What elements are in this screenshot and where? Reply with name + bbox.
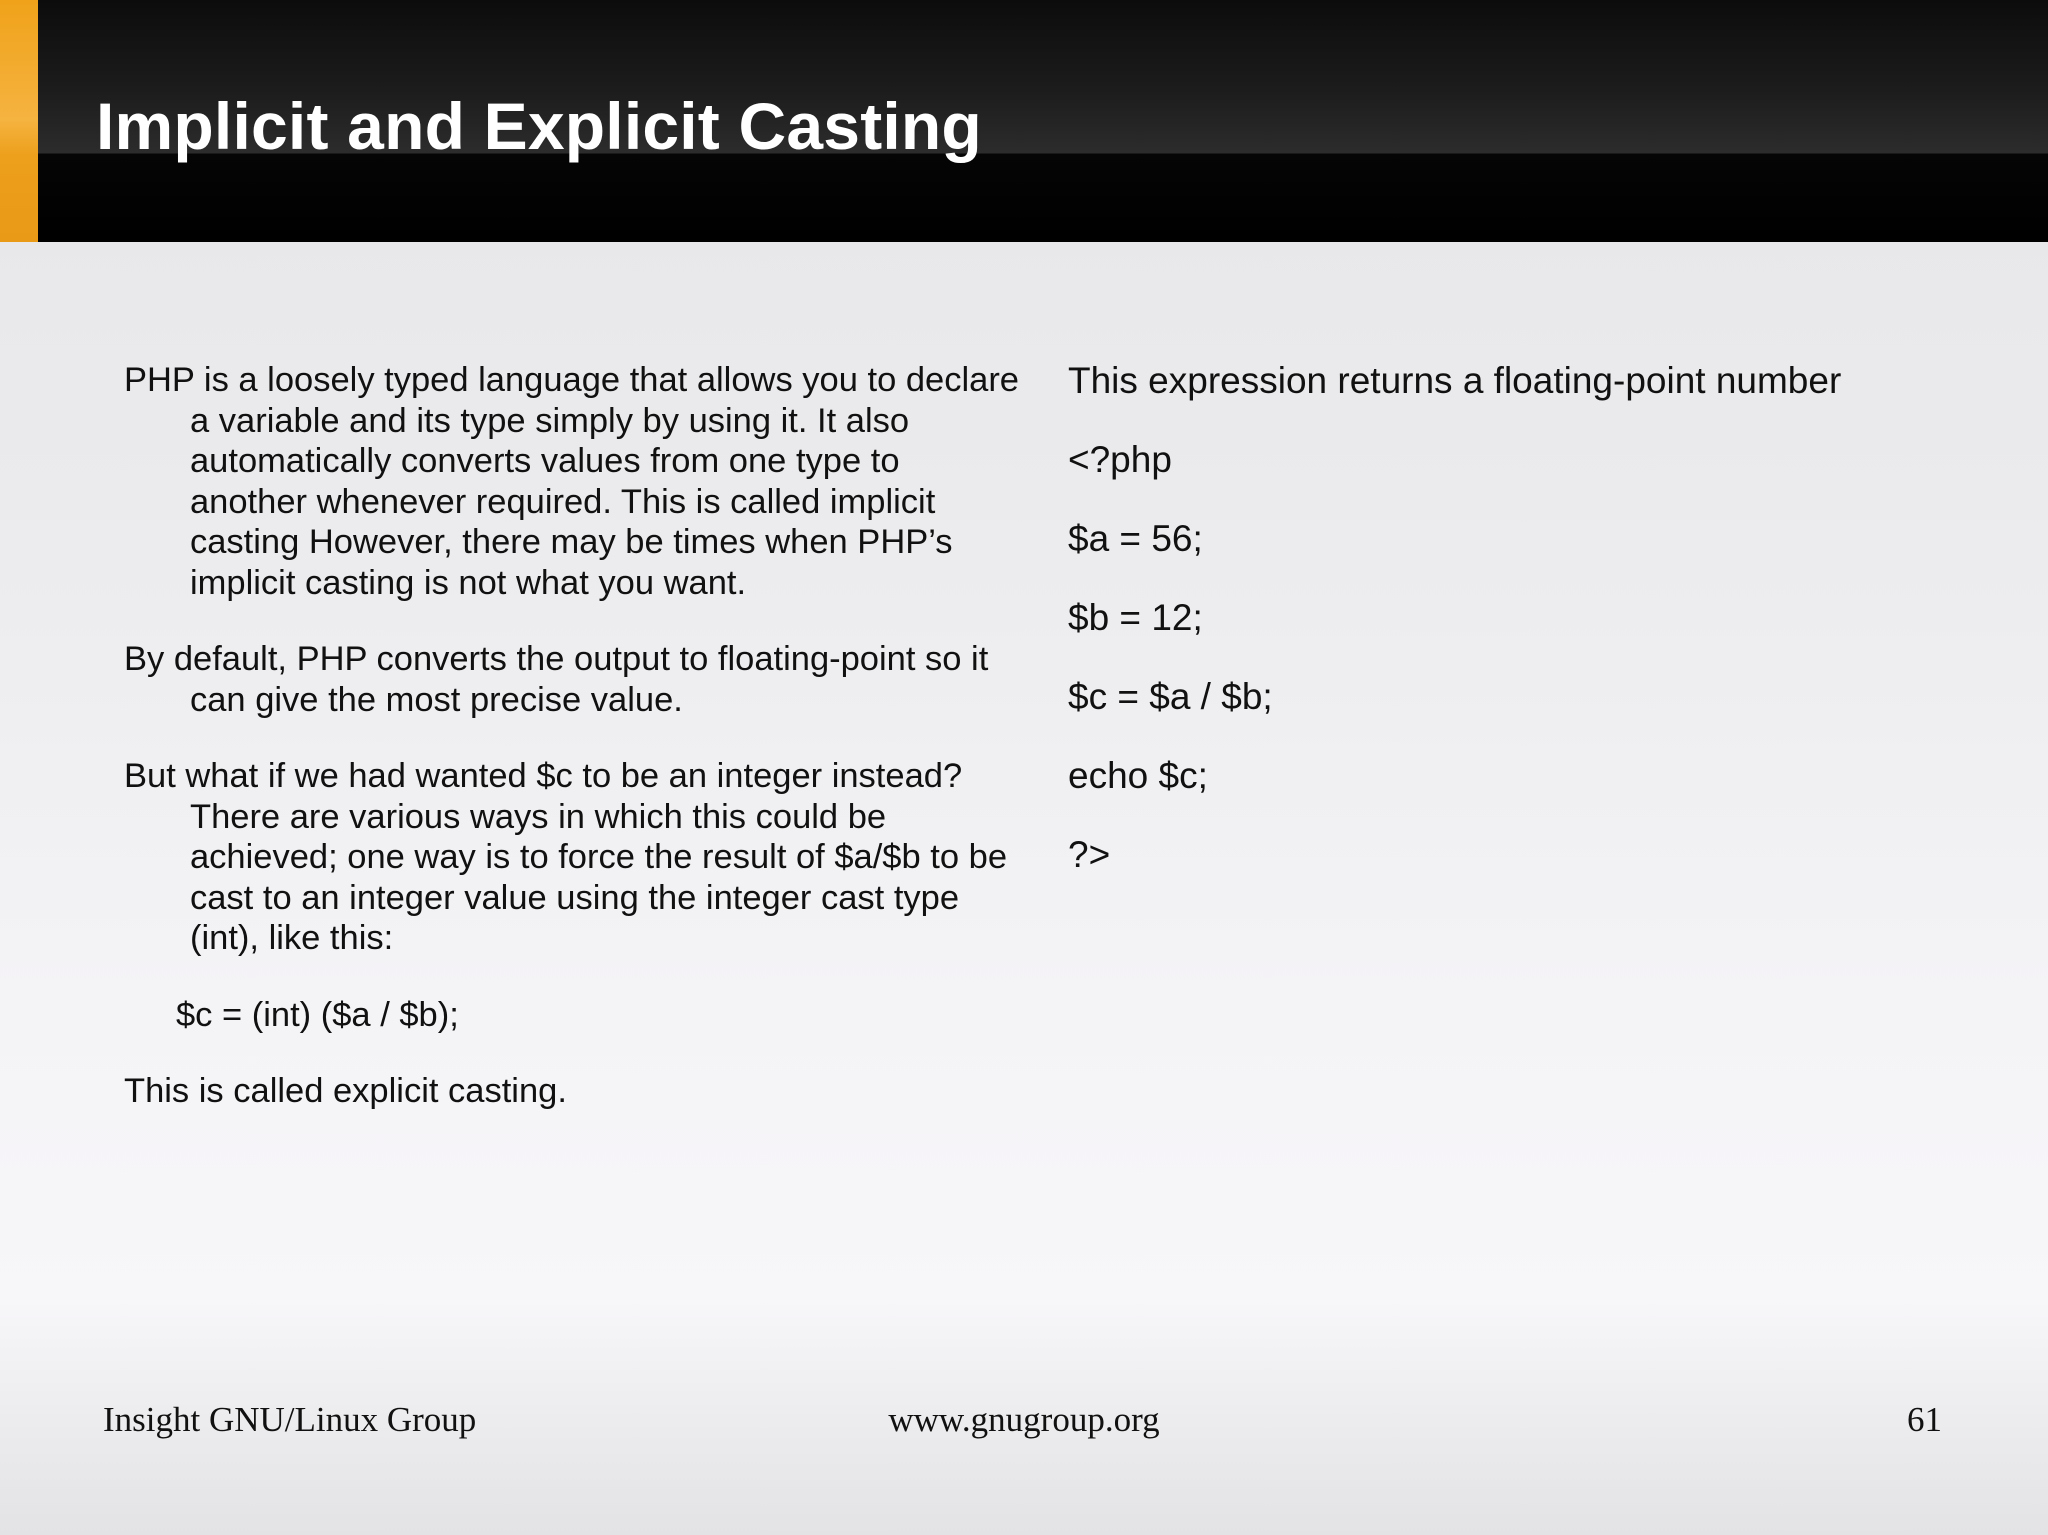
right-column (1068, 360, 2008, 913)
left-column (124, 360, 1024, 1148)
footer-website: www.gnugroup.org (888, 1400, 1160, 1439)
code-line-close-tag: ?> (1068, 834, 1111, 875)
slide-title: Implicit and Explicit Casting (96, 89, 982, 163)
paragraph-integer-question: But what if we had wanted $c to be an integer instead? There are various ways in which this could be achieved; one way is to force the result of $a/$b to be cast to an integer value using the integer cast type (int), like this: (124, 757, 1007, 957)
slide-footer (0, 1400, 2048, 1448)
code-int-cast: $c = (int) ($a / $b); (176, 995, 459, 1034)
page-number: 61 (1907, 1400, 1942, 1439)
footer-organization: Insight GNU/Linux Group (103, 1400, 477, 1439)
code-line-a: $a = 56; (1068, 518, 1203, 559)
code-intro-line: This expression returns a floating-point number (1068, 360, 1842, 401)
code-line-open-tag: <?php (1068, 439, 1172, 480)
header-accent-bar (0, 0, 38, 242)
paragraph-explicit-casting: This is called explicit casting. (124, 1072, 567, 1110)
code-line-echo: echo $c; (1068, 755, 1208, 796)
code-line-b: $b = 12; (1068, 597, 1203, 638)
paragraph-default-float: By default, PHP converts the output to floating-point so it can give the most precise value. (124, 640, 989, 719)
paragraph-implicit-casting: PHP is a loosely typed language that allows you to declare a variable and its type simply by using it. It also automatically converts values from one type to another whenever required. This is called implicit casting However, there may be times when PHP’s implicit casting is not what you want. (124, 361, 1019, 602)
code-line-c: $c = $a / $b; (1068, 676, 1273, 717)
